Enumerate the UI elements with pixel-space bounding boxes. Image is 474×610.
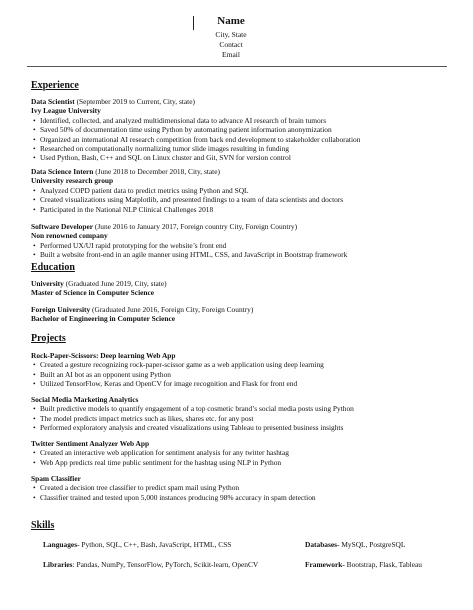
degree: Bachelor of Engineering in Computer Science xyxy=(31,314,176,324)
job-org: Ivy League University xyxy=(31,106,101,116)
degree: Master of Science in Computer Science xyxy=(31,288,155,298)
skill-databases xyxy=(305,540,405,549)
project-title: Twitter Sentiment Analyzer Web App xyxy=(31,439,150,448)
job-entry xyxy=(31,222,446,260)
school-name: Foreign University xyxy=(31,305,91,314)
skill-values: MySQL, PostgreSQL xyxy=(339,540,406,549)
bullet-item: • Saved 50% of documentation time using Python by automating patient information anonymization xyxy=(31,125,446,134)
education-dates: (Graduated June 2019, City, state) xyxy=(63,279,167,288)
project-entry xyxy=(31,474,446,502)
skill-values: Bootstrap, Flask, Tableau xyxy=(344,560,422,569)
job-entry xyxy=(31,167,446,214)
text-cursor xyxy=(193,16,194,30)
job-org: University research group xyxy=(31,176,114,186)
job-title: Software Developer xyxy=(31,222,94,231)
bullet-item: • Created a decision tree classifier to predict spam mail using Python xyxy=(31,483,446,492)
bullet-item: • The model predicts impact metrics such as likes, shares etc. for any post xyxy=(31,414,446,423)
skill-values: : Pandas, NumPy, TensorFlow, PyTorch, Scikit-learn, OpenCV xyxy=(72,560,259,569)
education-entry xyxy=(31,279,446,298)
project-title: Rock-Paper-Scissors: Deep learning Web App xyxy=(31,351,176,360)
skill-values: Python, SQL, C++, Bash, JavaScript, HTML, CSS xyxy=(79,540,232,549)
section-heading-education: Education xyxy=(31,262,75,273)
job-dates: (June 2018 to December 2018, City, state) xyxy=(93,167,220,176)
bullet-item: • Organized an international AI research competition from back end development to stakeholder collaboration xyxy=(31,135,446,144)
education-entry xyxy=(31,305,446,324)
bullet-item: • Created a gesture recognizing rock-paper-scissor game as a web application using deep learning xyxy=(31,360,446,369)
job-dates: (September 2019 to Current, City, state) xyxy=(74,97,195,106)
education-dates: (Graduated June 2016, Foreign City, Foreign Country) xyxy=(90,305,254,314)
job-org: Non renowned company xyxy=(31,231,108,241)
bullet-item: • Analyzed COPD patient data to predict metrics using Python and SQL xyxy=(31,186,446,195)
candidate-name: Name xyxy=(217,15,245,27)
section-heading-projects: Projects xyxy=(31,333,66,344)
project-entry xyxy=(31,439,446,467)
skill-label: Languages- xyxy=(43,540,80,549)
contact: Contact xyxy=(219,40,243,49)
skill-libraries xyxy=(43,560,258,569)
location: City, State xyxy=(215,30,247,39)
project-entry xyxy=(31,395,446,433)
bullet-item: • Performed exploratory analysis and created visualizations using Tableau to presented business insights xyxy=(31,423,446,432)
project-entry xyxy=(31,351,446,389)
bullet-item: • Built an AI bot as an opponent using Python xyxy=(31,370,446,379)
job-title: Data Science Intern xyxy=(31,167,94,176)
job-dates: (June 2016 to January 2017, Foreign country City, Foreign Country) xyxy=(93,222,298,231)
school-name: University xyxy=(31,279,64,288)
skill-languages xyxy=(43,540,231,549)
bullet-item: • Created visualizations using Matplotlib, and presented findings to a team of data scientists and doctors xyxy=(31,195,446,204)
job-title: Data Scientist xyxy=(31,97,75,106)
bullet-item: • Utilized TensorFlow, Keras and OpenCV for image recognition and Flask for front end xyxy=(31,379,446,388)
skill-framework xyxy=(305,560,422,569)
bullet-item: • Created an interactive web application for sentiment analysis for any twitter hashtag xyxy=(31,448,446,457)
skill-label: Framework- xyxy=(305,560,345,569)
project-title: Social Media Marketing Analytics xyxy=(31,395,139,404)
bullet-item: • Identified, collected, and analyzed multidimensional data to advance AI research of brain tumors xyxy=(31,116,446,125)
bullet-item: • Used Python, Bash, C++ and SQL on Linux cluster and Git, SVN for version control xyxy=(31,153,446,162)
bullet-item: • Classifier trained and tested upon 5,000 instances producing 98% accuracy in spam detection xyxy=(31,493,446,502)
bullet-item: • Built predictive models to quantify engagement of a top cosmetic brand’s social media posts using Python xyxy=(31,404,446,413)
skill-label: Databases- xyxy=(305,540,340,549)
bullet-item: • Performed UX/UI rapid prototyping for the website’s front end xyxy=(31,241,446,250)
bullet-item: • Web App predicts real time public sentiment for the hashtag using NLP in Python xyxy=(31,458,446,467)
project-title: Spam Classifier xyxy=(31,474,81,483)
job-entry xyxy=(31,97,446,163)
header-divider xyxy=(27,66,447,67)
section-heading-skills: Skills xyxy=(31,520,55,531)
bullet-item: • Built a website front-end in an agile manner using HTML, CSS, and JavaScript in Bootstrap framework xyxy=(31,250,446,259)
bullet-item: • Participated in the National NLP Clinical Challenges 2018 xyxy=(31,205,446,214)
skill-label: Libraries xyxy=(43,560,73,569)
bullet-item: • Researched on computationally normalizing tumor slide images resulting in funding xyxy=(31,144,446,153)
section-heading-experience: Experience xyxy=(31,80,79,91)
email: Email xyxy=(222,50,240,59)
